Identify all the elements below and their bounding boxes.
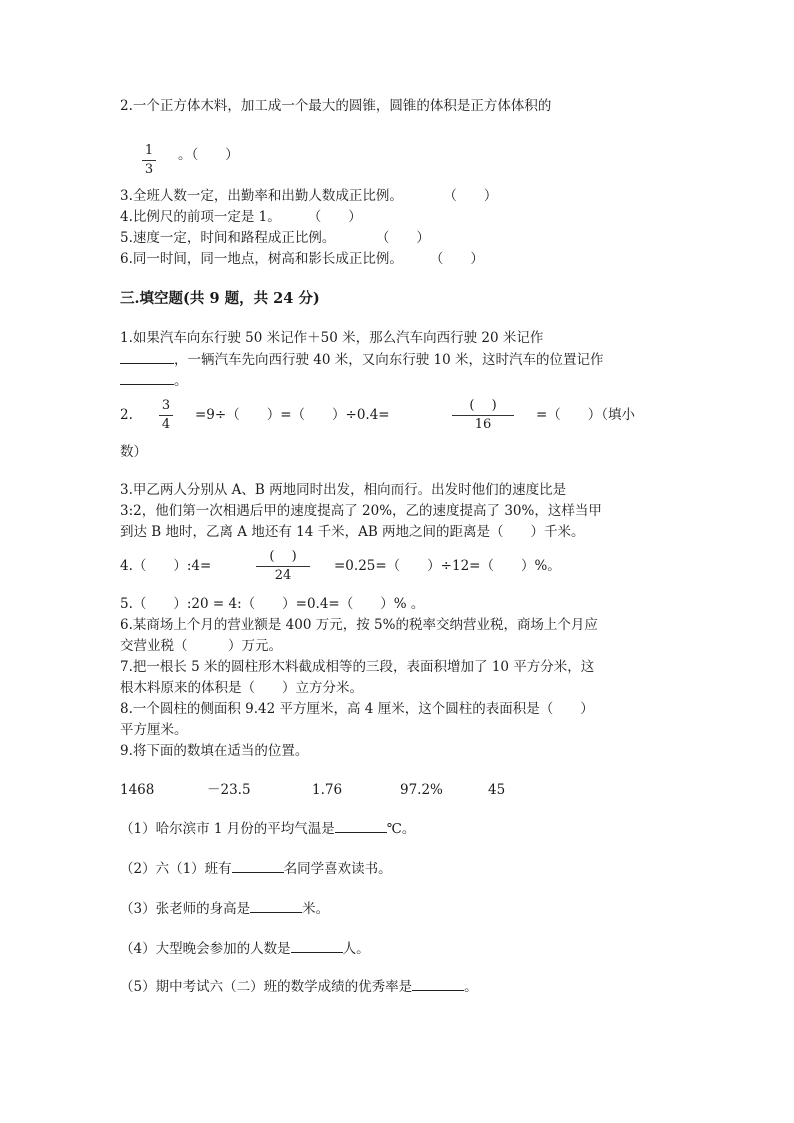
answer-blank[interactable] [335,818,387,833]
answer-blank[interactable] [291,938,343,953]
judge-q2-answer: 。（ ） [178,147,239,163]
sub-q4 [120,938,370,959]
fraction-numerator: 1 [144,143,154,158]
answer-blank[interactable] [120,349,174,364]
section-heading: 三.填空题(共 9 题，共 24 分) [120,290,320,307]
number-item: 1.76 [312,782,343,798]
fill-q3-line2: 3:2，他们第一次相遇后甲的速度提高了 20%，乙的速度提高了 30%，这样当甲 [120,503,602,519]
judge-q6: 6.同一时间，同一地点，树高和影长成正比例。 （ ） [120,251,484,267]
number-item: 97.2% [400,782,443,798]
sub-q1 [120,818,415,839]
number-item: 45 [488,782,506,798]
fill-q7-line1: 7.把一根长 5 米的圆柱形木料截成相等的三段，表面积增加了 10 平方分米，这 [120,659,595,675]
fill-q1-end: 。 [174,373,188,389]
fraction-bar [159,415,173,416]
judge-q3: 3.全班人数一定，出勤率和出勤人数成正比例。 （ ） [120,188,498,204]
sub-q4-unit: 人。 [342,941,370,957]
number-item: －23.5 [207,782,251,798]
fraction-bar [256,566,310,567]
fill-q3-line1: 3.甲乙两人分别从 A、B 两地同时出发，相向而行。出发时他们的速度比是 [120,482,567,498]
fill-q2-middle: =9÷（ ）=（ ）÷0.4= [195,407,390,423]
fill-q5: 5.（ ）:20 = 4:（ ）=0.4=（ ）% 。 [120,596,425,612]
fraction-denominator: 3 [144,162,154,177]
fill-q3-line3: 到达 B 地时，乙离 A 地还有 14 千米，AB 两地之间的距离是（ ）千米。 [120,524,585,540]
fill-q2-fraction-1 [159,398,173,433]
sub-q4-text: （4）大型晚会参加的人数是 [120,941,291,957]
fill-q4-end: =0.25=（ ）÷12=（ ）%。 [334,558,561,574]
fraction-numerator: ( ) [269,549,297,564]
fill-q8-line1: 8.一个圆柱的侧面积 9.42 平方厘米，高 4 厘米，这个圆柱的表面积是（ ） [120,701,594,717]
fraction-denominator: 24 [274,568,292,583]
fill-q9: 9.将下面的数填在适当的位置。 [120,743,309,759]
sub-q2-text: （2）六（1）班有 [120,861,232,877]
fraction-bar [452,415,514,416]
answer-blank[interactable] [120,370,174,385]
judge-q5: 5.速度一定，时间和路程成正比例。 （ ） [120,230,430,246]
judge-q2-fraction [142,143,156,178]
answer-blank[interactable] [250,898,302,913]
judge-q2-text: 2.一个正方体木料，加工成一个最大的圆锥，圆锥的体积是正方体体积的 [120,98,552,114]
fraction-denominator: 4 [161,417,171,432]
fill-q1-text: ，一辆汽车先向西行驶 40 米，又向东行驶 10 米，这时汽车的位置记作 [174,352,604,368]
fill-q4-fraction [256,549,310,584]
sub-q3-text: （3）张老师的身高是 [120,901,251,917]
fraction-bar [142,160,156,161]
sub-q5 [120,976,478,997]
fill-q6-line2: 交营业税（ ）万元。 [120,638,282,654]
fill-q4-start: 4.（ ）:4= [120,558,212,574]
answer-blank[interactable] [412,976,464,991]
answer-blank[interactable] [232,858,284,873]
fill-q2-fraction-2 [452,398,514,433]
fraction-numerator: 3 [161,398,171,413]
fraction-numerator: ( ) [469,398,497,413]
sub-q5-unit: 。 [464,979,478,995]
number-item: 1468 [120,782,155,798]
fill-q6-line1: 6.某商场上个月的营业额是 400 万元，按 5%的税率交纳营业税，商场上个月应 [120,617,598,633]
fill-q2-label: 2. [120,407,133,423]
sub-q2 [120,858,392,879]
fill-q1-line1: 1.如果汽车向东行驶 50 米记作＋50 米，那么汽车向西行驶 20 米记作 [120,330,544,346]
fill-q1-line3 [120,370,188,391]
sub-q3-unit: 米。 [302,901,330,917]
sub-q3 [120,898,329,919]
sub-q5-text: （5）期中考试六（二）班的数学成绩的优秀率是 [120,979,413,995]
sub-q1-unit: ℃。 [386,821,416,837]
sub-q1-text: （1）哈尔滨市 1 月份的平均气温是 [120,821,335,837]
fill-q1-line2 [120,349,604,370]
fill-q2-end: =（ ）（填小 [536,407,636,423]
fill-q2-end2: 数） [120,444,147,460]
fraction-denominator: 16 [474,417,492,432]
judge-q4: 4.比例尺的前项一定是 1。 （ ） [120,209,362,225]
fill-q7-line2: 根木料原来的体积是（ ）立方分米。 [120,680,363,696]
sub-q2-unit: 名同学喜欢读书。 [283,861,392,877]
fill-q8-line2: 平方厘米。 [120,722,188,738]
